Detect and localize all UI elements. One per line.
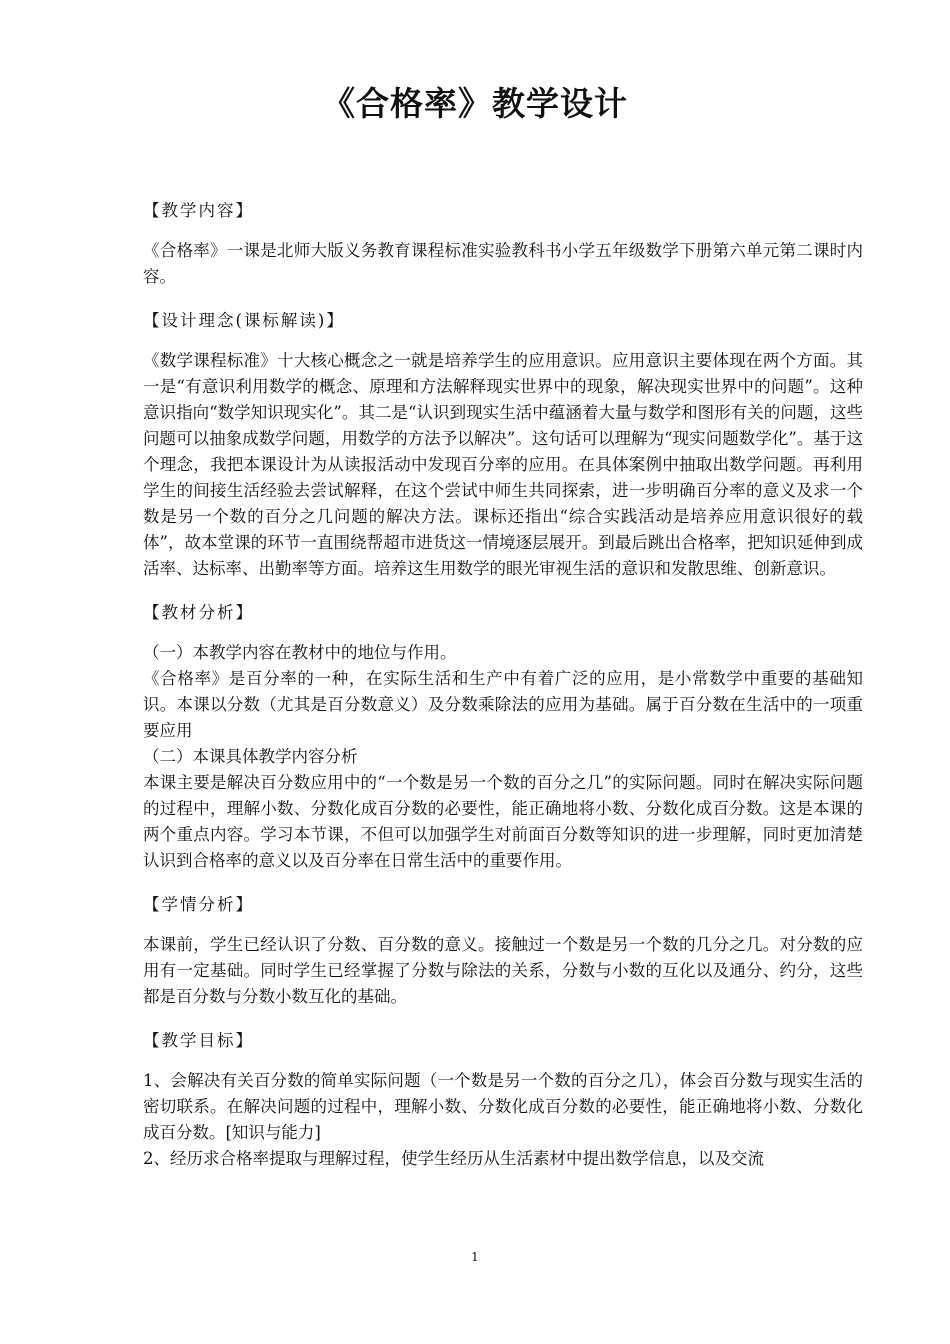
document-body bbox=[143, 198, 863, 1172]
section-paragraph: 《合格率》一课是北师大版义务教育课程标准实验教科书小学五年级数学下册第六单元第二课时内容。 bbox=[143, 241, 863, 286]
document-title: 《合格率》教学设计 bbox=[322, 84, 628, 123]
section-heading-student-analysis: 【学情分析】 bbox=[143, 895, 254, 914]
subsection-title: （一）本教学内容在教材中的地位与作用。 bbox=[143, 643, 457, 662]
section-paragraph: 本课主要是解决百分数应用中的“一个数是另一个数的百分之几”的实际问题。同时在解决实际问题的过程中，理解小数、分数化成百分数的必要性，能正确地将小数、分数化成百分数。这是本课的两个重点内容。学习本节课，不但可以加强学生对前面百分数等知识的进一步理解，同时更加清楚认识到合格率的意义以及百分率在日常生活中的重要作用。 bbox=[143, 773, 863, 870]
goal-item: 2、经历求合格率提取与理解过程，使学生经历从生活素材中提出数学信息，以及交流 bbox=[143, 1149, 764, 1168]
section-paragraph: 本课前，学生已经认识了分数、百分数的意义。接触过一个数是另一个数的几分之几。对分数的应用有一定基础。同时学生已经掌握了分数与除法的关系，分数与小数的互化以及通分、约分，这些都是百分数与分数小数互化的基础。 bbox=[143, 935, 863, 1006]
section-paragraph: 《合格率》是百分率的一种，在实际生活和生产中有着广泛的应用，是小常数学中重要的基础知识。本课以分数（尤其是百分数意义）及分数乘除法的应用为基础。属于百分数在生活中的一项重要应用 bbox=[143, 669, 863, 740]
page-number: 1 bbox=[471, 1250, 479, 1264]
section-heading-design-concept: 【设计理念(课标解读)】 bbox=[143, 311, 345, 330]
section-paragraph: 《数学课程标准》十大核心概念之一就是培养学生的应用意识。应用意识主要体现在两个方面。其一是“有意识利用数学的概念、原理和方法解释现实世界中的现象，解决现实世界中的问题”。这种意识指向“数学知识现实化”。其二是“认识到现实生活中蕴涵着大量与数学和图形有关的问题，这些问题可以抽象成数学问题，用数学的方法予以解决”。这句话可以理解为“现实问题数学化”。基于这个理念，我把本课设计为从读报活动中发现百分率的应用。在具体案例中抽取出数学问题。再利用学生的间接生活经验去尝试解释，在这个尝试中师生共同探索，进一步明确百分率的意义及求一个数是另一个数的百分之几问题的解决方法。课标还指出“综合实践活动是培养应用意识很好的载体”，故本堂课的环节一直围绕帮超市进货这一情境逐层展开。到最后跳出合格率，把知识延伸到成活率、达标率、出勤率等方面。培养这生用数学的眼光审视生活的意识和发散思维、创新意识。 bbox=[143, 351, 863, 578]
subsection-title: （二）本课具体教学内容分析 bbox=[143, 747, 358, 766]
section-heading-textbook-analysis: 【教材分析】 bbox=[143, 603, 254, 622]
goal-item: 1、会解决有关百分数的简单实际问题（一个数是另一个数的百分之几），体会百分数与现实生活的密切联系。在解决问题的过程中，理解小数、分数化成百分数的必要性，能正确地将小数、分数化成百分数。[知识与能力] bbox=[143, 1071, 863, 1142]
section-heading-teaching-content: 【教学内容】 bbox=[143, 201, 254, 220]
section-heading-teaching-goals: 【教学目标】 bbox=[143, 1031, 254, 1050]
